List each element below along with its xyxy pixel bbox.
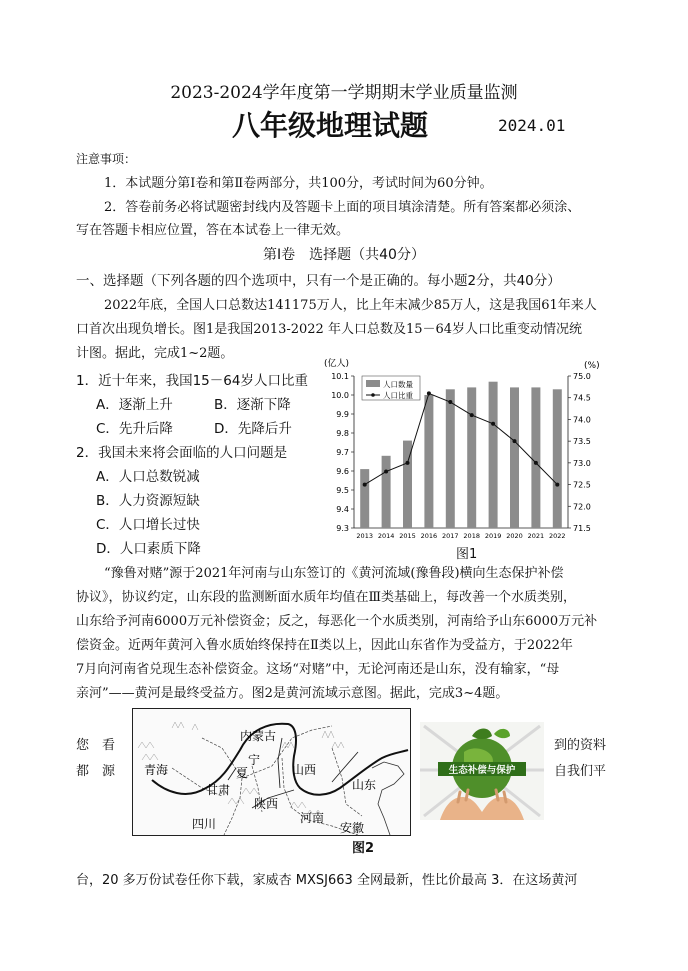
exam-title-line1: 2023-2024学年度第一学期期末学业质量监测 xyxy=(170,83,518,103)
legend-bar-label: 人口数量 xyxy=(383,380,413,389)
exam-title: 八年级地理试题 xyxy=(232,109,429,142)
bar-population xyxy=(446,389,455,528)
x-tick-label: 2018 xyxy=(463,532,480,540)
line-proportion xyxy=(365,393,558,484)
watermark-left-top: 您 看 xyxy=(76,738,116,753)
line-point xyxy=(363,483,367,487)
map-label-shandong: 山东 xyxy=(352,778,377,792)
y-right-tick-label: 72.5 xyxy=(573,480,591,490)
x-tick-label: 2016 xyxy=(420,532,438,540)
x-tick-label: 2017 xyxy=(442,532,459,540)
map-label-qinghai: 青海 xyxy=(144,763,169,777)
notice-item-1: 1．本试题分第Ⅰ卷和第Ⅱ卷两部分，共100分，考试时间为60分钟。 xyxy=(104,176,493,191)
map-label-ning: 宁 xyxy=(248,753,261,767)
passage2-line1: “豫鲁对赌”源于2021年河南与山东签订的《黄河流域(豫鲁段)横向生态保护补偿 xyxy=(104,566,564,581)
line-point xyxy=(448,400,452,404)
map-label-anhui: 安徽 xyxy=(340,821,365,835)
population-chart xyxy=(318,356,608,568)
line-point xyxy=(427,391,431,395)
x-tick-label: 2020 xyxy=(506,532,523,540)
exam-date: 2024.01 xyxy=(498,116,566,135)
y-right-tick-label: 71.5 xyxy=(573,524,591,533)
q1-stem: 1．近十年来，我国15－64岁人口比重 xyxy=(76,373,308,389)
x-tick-label: 2019 xyxy=(484,532,502,540)
line-point xyxy=(491,422,495,426)
y-right-tick-label: 74.5 xyxy=(573,393,591,403)
passage1-line1: 2022年底，全国人口总数达141175万人，比上年末减少85万人，这是我国61年来人 xyxy=(104,298,597,313)
map-label-xia: 夏 xyxy=(236,766,249,780)
passage2-line2: 协议》，协议约定，山东段的监测断面水质年均值在Ⅲ类基础上，每改善一个水质类别， xyxy=(76,590,577,605)
y-right-tick-label: 75.0 xyxy=(573,372,591,381)
map-label-henan: 河南 xyxy=(300,811,325,825)
section1-heading: 第Ⅰ卷 选择题（共40分） xyxy=(263,247,425,263)
y-left-tick-label: 9.5 xyxy=(336,486,349,495)
passage2-line4: 偿资金。近两年黄河入鲁水质始终保持在Ⅱ类以上，因此山东省作为受益方，于2022年 xyxy=(76,638,573,653)
passage1-line2: 口首次出现负增长。图1是我国2013-2022 年人口总数及15－64岁人口比重变动情况统 xyxy=(76,322,583,337)
map-label-shaanxi: 陕西 xyxy=(254,797,279,811)
bar-population xyxy=(360,469,369,528)
y-left-tick-label: 9.8 xyxy=(336,429,349,438)
notice-item-2-cont: 写在答题卡相应位置，答在本试卷上一律无效。 xyxy=(76,223,350,238)
notice-item-2: 2．答卷前务必将试题密封线内及答题卡上面的项目填涂清楚。所有答案都必须涂、 xyxy=(104,200,581,215)
line-point xyxy=(470,413,474,417)
passage2-line3: 山东给予河南6000万元补偿资金；反之，每恶化一个水质类别，河南给予山东6000万元补 xyxy=(76,614,598,629)
chart-right-unit: (%) xyxy=(584,361,600,371)
section1-instruction: 一、选择题（下列各题的四个选项中，只有一个是正确的。每小题2分，共40分） xyxy=(76,273,561,289)
y-left-tick-label: 9.7 xyxy=(336,448,349,457)
q1-option-d[interactable]: D．先降后升 xyxy=(214,421,292,437)
legend-line-marker xyxy=(371,393,375,397)
x-tick-label: 2015 xyxy=(399,532,416,540)
bar-population xyxy=(531,387,540,528)
bar-population xyxy=(467,387,476,528)
ecology-compensation-illustration xyxy=(420,722,544,820)
yellow-river-map xyxy=(132,708,411,836)
chart-left-unit: (亿人) xyxy=(324,359,350,369)
bar-population xyxy=(424,395,433,528)
q2-stem: 2．我国未来将会面临的人口问题是 xyxy=(76,445,288,461)
bar-population xyxy=(382,456,391,528)
x-tick-label: 2022 xyxy=(549,532,566,540)
line-point xyxy=(555,483,559,487)
bar-population xyxy=(553,389,562,528)
figure1-caption: 图1 xyxy=(456,547,478,562)
y-right-tick-label: 73.0 xyxy=(573,458,591,468)
y-left-tick-label: 9.6 xyxy=(336,467,349,476)
badge-text: 生态补偿与保护 xyxy=(448,765,516,776)
figure2-caption: 图2 xyxy=(352,841,375,856)
notice-heading: 注意事项： xyxy=(76,152,137,166)
footer-text: 台，20 多万份试卷任你下载，家威杏 MXSJ663 全网最新，性比价最高 3．在这场黄河 xyxy=(76,873,578,888)
q2-option-c[interactable]: C．人口增长过快 xyxy=(96,517,200,533)
passage2-line5: 7月向河南省兑现生态补偿资金。这场“对赌”中，无论河南还是山东，没有输家，“母 xyxy=(76,662,560,677)
watermark-right-bottom: 自我们平 xyxy=(554,764,607,779)
bar-population xyxy=(510,387,519,528)
bar-population xyxy=(489,382,498,528)
q2-option-d[interactable]: D．人口素质下降 xyxy=(96,541,201,557)
legend-line-label: 人口比重 xyxy=(383,391,413,400)
legend-bar-swatch xyxy=(366,380,380,387)
y-left-tick-label: 9.9 xyxy=(336,410,349,419)
map-label-shanxi: 山西 xyxy=(292,763,317,777)
watermark-right-top: 到的资料 xyxy=(554,738,607,753)
line-point xyxy=(406,461,410,465)
watermark-left-bottom: 都 源 xyxy=(76,764,116,779)
map-label-sichuan: 四川 xyxy=(192,817,217,831)
q1-option-c[interactable]: C．先升后降 xyxy=(96,421,173,437)
y-left-tick-label: 10.0 xyxy=(331,391,349,400)
passage1-line3: 计图。据此，完成1~2题。 xyxy=(76,346,234,361)
line-point xyxy=(384,470,388,474)
y-left-tick-label: 9.3 xyxy=(336,524,349,533)
line-point xyxy=(513,439,517,443)
line-point xyxy=(534,461,538,465)
q2-option-b[interactable]: B．人力资源短缺 xyxy=(96,493,200,509)
q2-option-a[interactable]: A．人口总数锐减 xyxy=(96,469,200,485)
y-right-tick-label: 72.0 xyxy=(573,502,591,512)
x-tick-label: 2014 xyxy=(377,532,395,540)
x-tick-label: 2021 xyxy=(527,532,545,540)
map-label-gansu: 甘肃 xyxy=(206,783,231,797)
y-left-tick-label: 10.1 xyxy=(331,372,349,381)
passage2-line6: 亲河”——黄河是最终受益方。图2是黄河流域示意图。据此，完成3~4题。 xyxy=(76,686,509,701)
y-left-tick-label: 9.4 xyxy=(336,505,349,514)
y-right-tick-label: 73.5 xyxy=(573,437,591,447)
y-right-tick-label: 74.0 xyxy=(573,415,591,425)
x-tick-label: 2013 xyxy=(356,532,373,540)
q1-option-b[interactable]: B．逐渐下降 xyxy=(214,397,291,413)
map-label-neimenggu: 内蒙古 xyxy=(240,729,277,743)
q1-option-a[interactable]: A．逐渐上升 xyxy=(96,397,173,413)
